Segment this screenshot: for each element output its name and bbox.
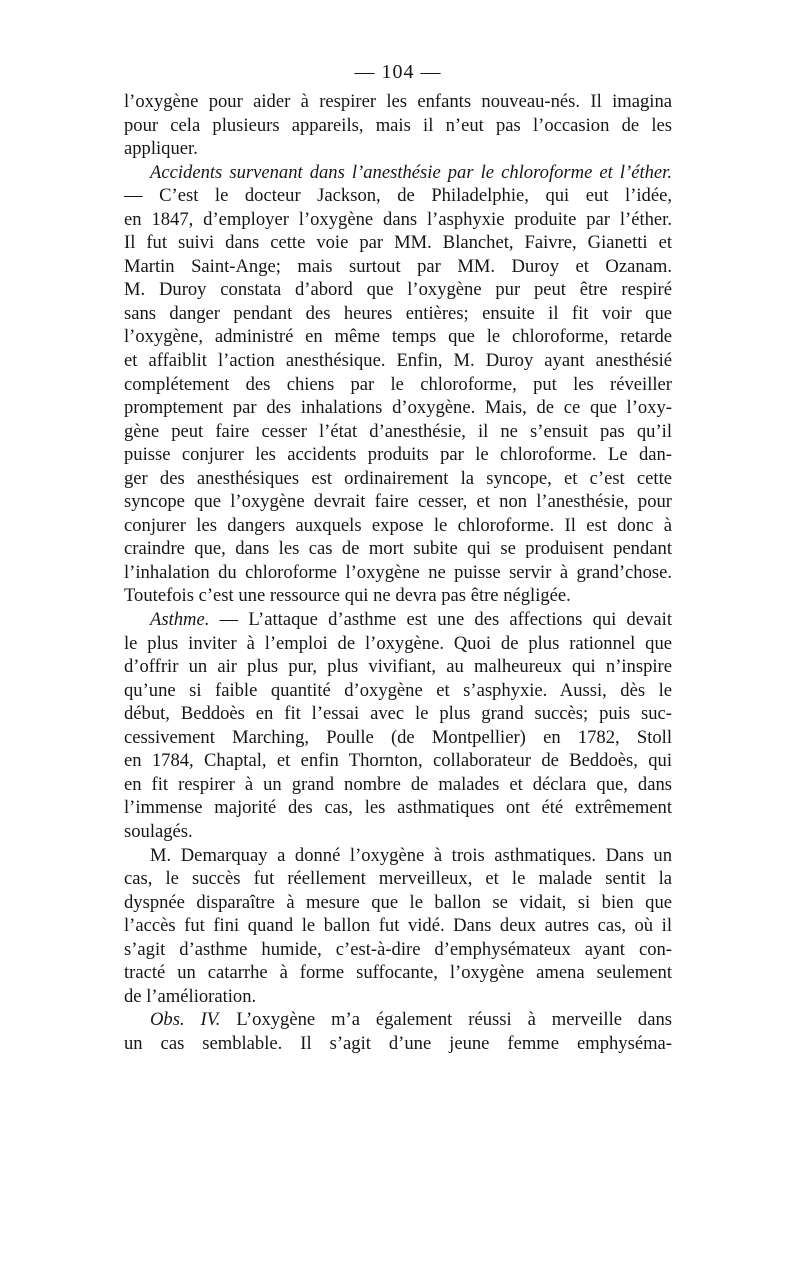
paragraph-line-text: — L’attaque d’asthme est une des affections qui devait [219, 609, 672, 631]
observation-heading [124, 1008, 672, 1032]
paragraph-line: Toutefois c’est une ressource qui ne devra pas être négligée. [124, 585, 571, 607]
paragraph-line-text: L’oxygène m’a également réussi à merveille dans [236, 1009, 673, 1031]
paragraph-line: l’immense majorité des cas, les asthmatiques ont été extrêmement [124, 797, 672, 819]
paragraph-line: qu’une si faible quantité d’oxygène et s’asphyxie. Aussi, dès le [124, 679, 672, 701]
paragraph-line: l’oxygène pour aider à respirer les enfants nouveau-nés. Il imagina [124, 91, 672, 112]
paragraph-line: cas, le succès fut réellement merveilleux, et le malade sentit la [124, 868, 672, 890]
paragraph-line: sans danger pendant des heures entières; ensuite il fit voir que [124, 302, 672, 324]
paragraph-line: syncope que l’oxygène devrait faire cesser, et non l’anesthésie, pour [124, 491, 672, 513]
paragraph-line: pour cela plusieurs appareils, mais il n’eut pas l’occasion de les [124, 114, 672, 136]
paragraph-line: gène peut faire cesser l’état d’anesthésie, il ne s’ensuit pas qu’il [124, 420, 672, 442]
paragraph-line: d’offrir un air plus pur, plus vivifiant, au malheureux qui n’inspire [124, 656, 672, 678]
observation-heading-label: Obs. IV. [150, 1009, 221, 1031]
paragraph-line: et affaiblit l’action anesthésique. Enfin, M. Duroy ayant anesthésié [124, 350, 672, 372]
paragraph-line: dyspnée disparaître à mesure que le ballon se vidait, si bien que [124, 891, 672, 913]
page-number: — 104 — [354, 61, 442, 83]
paragraph-line: début, Beddoès en fit l’essai avec le plus grand succès; puis suc- [124, 703, 672, 725]
book-page [124, 58, 672, 1055]
paragraph-line: Martin Saint-Ange; mais surtout par MM. Duroy et Ozanam. [124, 255, 672, 277]
paragraph-line: de l’amélioration. [124, 985, 257, 1007]
paragraph-line: M. Duroy constata d’abord que l’oxygène pur peut être respiré [124, 279, 672, 301]
paragraph-line: s’agit d’asthme humide, c’est-à-dire d’emphysémateux ayant con- [124, 938, 672, 960]
paragraph-line: tracté un catarrhe à forme suffocante, l’oxygène amena seulement [124, 962, 672, 984]
paragraph-line: ger des anesthésiques est ordinairement la syncope, et c’est cette [124, 467, 672, 489]
section-heading-asthme-text: Asthme. [150, 609, 210, 631]
paragraph-line: l’oxygène, administré en même temps que le chloroforme, retarde [124, 326, 672, 348]
paragraph-line: le plus inviter à l’emploi de l’oxygène. Quoi de plus rationnel que [124, 632, 672, 654]
paragraph-line: craindre que, dans les cas de mort subite qui se produisent pendant [124, 538, 672, 560]
paragraph-line: puisse conjurer les accidents produits par le chloroforme. Le dan- [124, 444, 672, 466]
section-heading-accidents [124, 161, 672, 185]
paragraph-line: M. Demarquay a donné l’oxygène à trois asthmatiques. Dans un [150, 844, 672, 866]
section-heading-asthme [124, 608, 672, 632]
paragraph-line: en fit respirer à un grand nombre de malades et déclara que, dans [124, 773, 672, 795]
paragraph-line: appliquer. [124, 138, 198, 160]
paragraph-line: soulagés. [124, 820, 193, 842]
paragraph-line: l’accès fut fini quand le ballon fut vidé. Dans deux autres cas, où il [124, 915, 672, 937]
section-heading-accidents-text: Accidents survenant dans l’anesthésie par le chloroforme et l’éther. [150, 161, 672, 183]
paragraph-line: conjurer les dangers auxquels expose le chloroforme. Il est donc à [124, 514, 672, 536]
paragraph-line: en 1784, Chaptal, et enfin Thornton, collaborateur de Beddoès, qui [124, 750, 672, 772]
paragraph-line: — C’est le docteur Jackson, de Philadelphie, qui eut l’idée, [124, 185, 672, 207]
page-body [124, 90, 672, 1055]
paragraph-line: en 1847, d’employer l’oxygène dans l’asphyxie produite par l’éther. [124, 208, 672, 230]
paragraph-line: complétement des chiens par le chloroforme, put les réveiller [124, 373, 672, 395]
paragraph-line: un cas semblable. Il s’agit d’une jeune femme emphyséma- [124, 1032, 672, 1054]
paragraph-line: l’inhalation du chloroforme l’oxygène ne puisse servir à grand’chose. [124, 561, 672, 583]
paragraph-line: promptement par des inhalations d’oxygène. Mais, de ce que l’oxy- [124, 397, 672, 419]
paragraph-line: Il fut suivi dans cette voie par MM. Blanchet, Faivre, Gianetti et [124, 232, 672, 254]
paragraph-line: cessivement Marching, Poulle (de Montpellier) en 1782, Stoll [124, 726, 672, 748]
